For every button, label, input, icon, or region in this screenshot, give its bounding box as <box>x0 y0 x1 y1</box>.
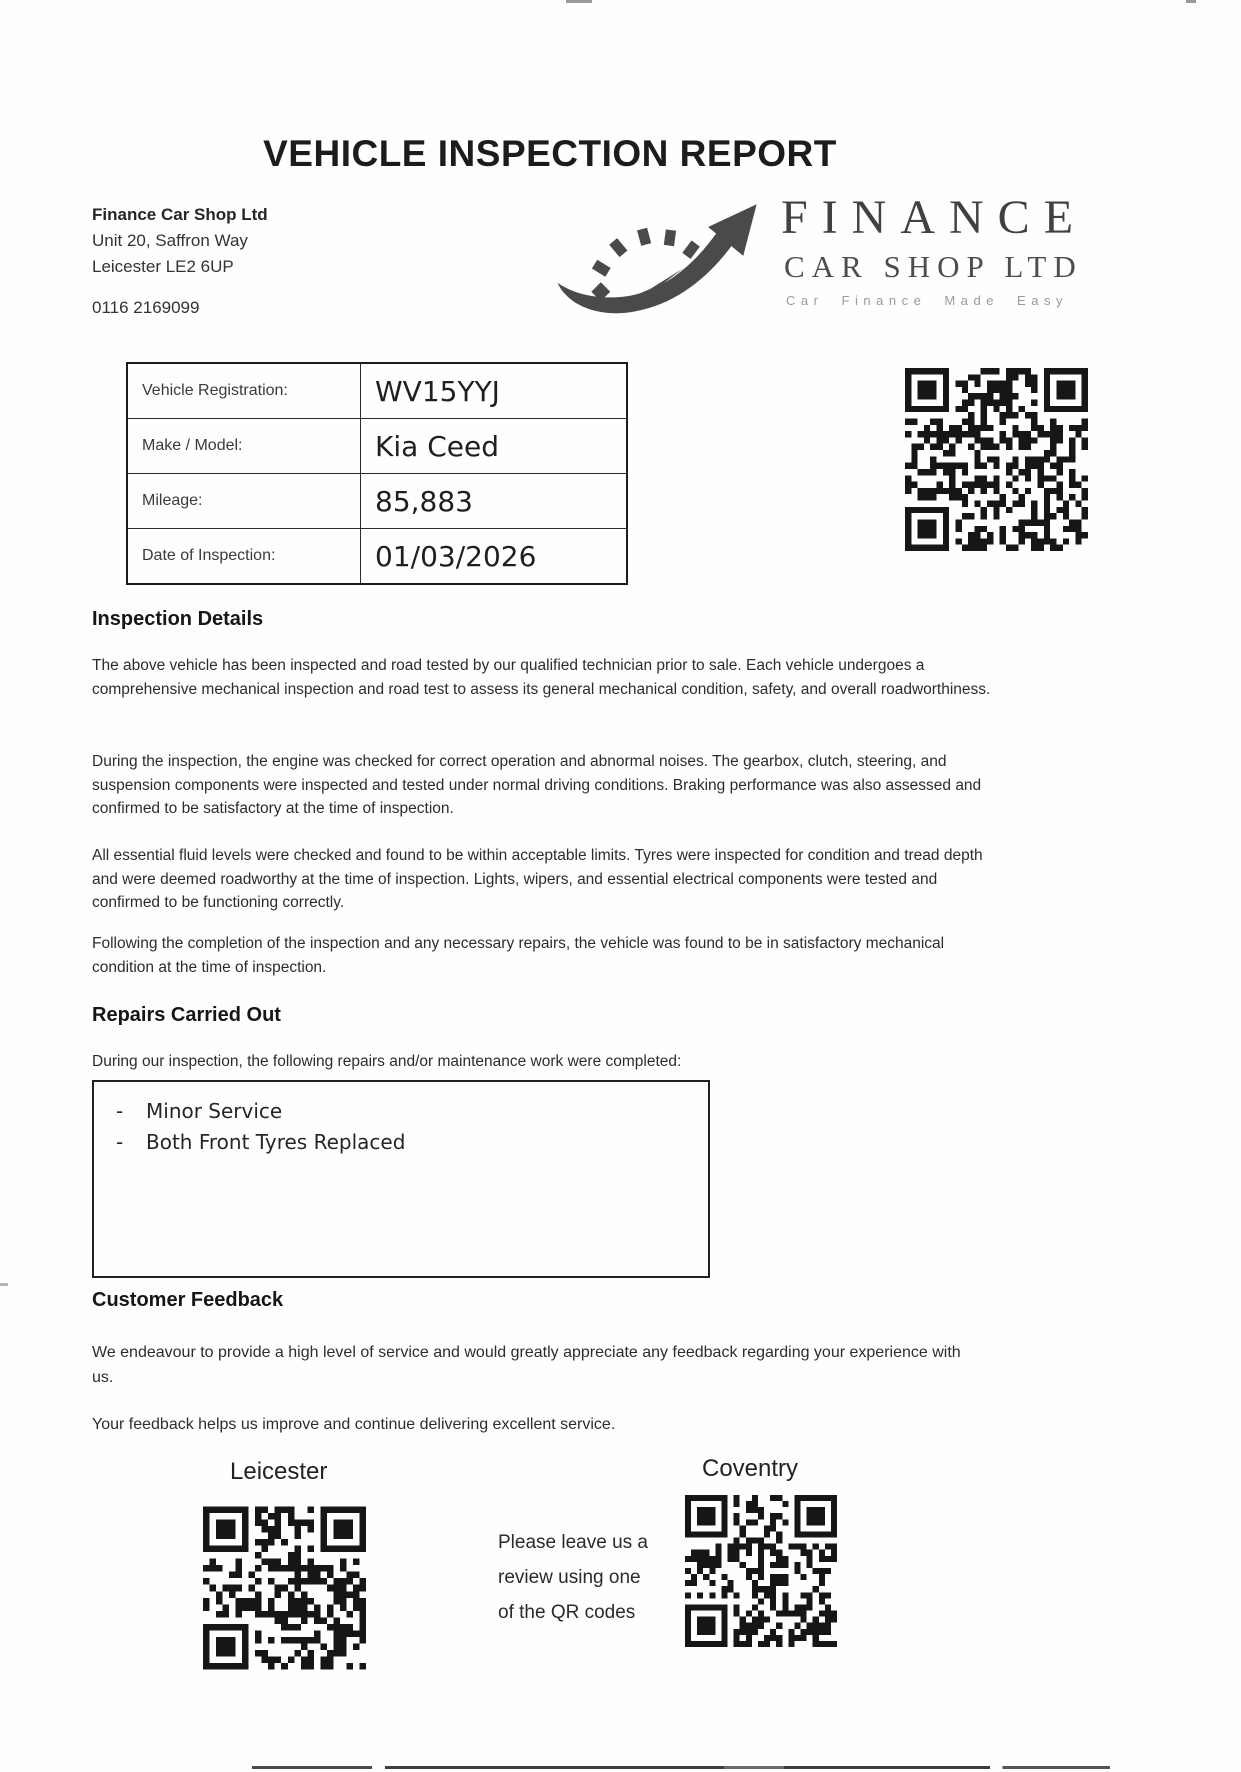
inspection-details-heading: Inspection Details <box>92 608 264 630</box>
scan-artifact-top <box>1186 0 1196 3</box>
scan-artifact-left <box>0 1283 8 1286</box>
repairs-list-box <box>92 1080 710 1278</box>
company-phone: 0116 2169099 <box>92 298 200 317</box>
company-address-line2: Leicester LE2 6UP <box>92 257 234 276</box>
table-row <box>127 529 627 585</box>
company-address-line1: Unit 20, Saffron Way <box>92 231 248 250</box>
mileage-label: Mileage: <box>127 474 361 529</box>
feedback-paragraph: Your feedback helps us improve and continue delivering excellent service. <box>92 1416 616 1433</box>
company-address-block <box>92 202 422 280</box>
repair-item-text: Both Front Tyres Replaced <box>146 1130 406 1154</box>
inspection-paragraph: The above vehicle has been inspected and road tested by our qualified technician prior to sale. Each vehicle undergoes a comprehensive mechanical inspection and road test to assess its general mechanical condition, safety, and overall roadworthiness. <box>92 657 991 698</box>
inspection-date-value: 01/03/2026 <box>361 529 628 585</box>
inspection-paragraph: Following the completion of the inspection and any necessary repairs, the vehicle was found to be in satisfactory mechanical condition at the time of inspection. <box>92 935 945 976</box>
logo-wordmark: FINANCE <box>781 191 1088 244</box>
repairs-intro: During our inspection, the following repairs and/or maintenance work were completed: <box>92 1053 682 1070</box>
make-model-label: Make / Model: <box>127 419 361 474</box>
review-note-line: Please leave us a <box>498 1532 648 1553</box>
table-row <box>127 419 627 474</box>
repairs-heading: Repairs Carried Out <box>92 1004 281 1026</box>
coventry-review-qr-code <box>685 1490 837 1652</box>
vehicle-details-table <box>126 362 628 585</box>
leicester-review-qr-code <box>203 1502 366 1674</box>
page-title: VEHICLE INSPECTION REPORT <box>263 133 837 174</box>
inspection-date-label: Date of Inspection: <box>127 529 361 585</box>
feedback-paragraph: We endeavour to provide a high level of service and would greatly appreciate any feedback regarding your experience with us. <box>92 1344 961 1386</box>
inspection-paragraph: During the inspection, the engine was checked for correct operation and abnormal noises. The gearbox, clutch, steering, and suspension components were inspected and tested under normal driving conditions. Braking performance was also assessed and confirmed to be satisfactory at the time of inspection. <box>92 753 982 817</box>
list-marker: - <box>116 1099 124 1123</box>
repair-list-item <box>116 1096 708 1127</box>
scan-artifact-bottom <box>252 1766 1110 1769</box>
mileage-value: 85,883 <box>361 474 628 529</box>
scan-artifact-top <box>566 0 592 3</box>
repair-item-text: Minor Service <box>146 1099 283 1123</box>
logo-tagline: Car Finance Made Easy <box>786 293 1068 308</box>
review-note-line: of the QR codes <box>498 1602 636 1623</box>
vehicle-registration-value: WV15YYJ <box>361 363 628 419</box>
company-name: Finance Car Shop Ltd <box>92 205 268 224</box>
coventry-location-label: Coventry <box>702 1455 799 1482</box>
list-marker: - <box>116 1130 124 1154</box>
repair-list-item <box>116 1127 708 1158</box>
customer-feedback-heading: Customer Feedback <box>92 1289 284 1311</box>
vehicle-registration-label: Vehicle Registration: <box>127 363 361 419</box>
inspection-paragraph: All essential fluid levels were checked and found to be within acceptable limits. Tyres were inspected for condition and tread depth and were deemed roadworthy at the time of inspection. Lights, wipers, and essential electrical components were tested and confirmed to be functioning correctly. <box>92 847 983 911</box>
make-model-value: Kia Ceed <box>361 419 628 474</box>
table-row <box>127 474 627 529</box>
logo-wordmark-sub: CAR SHOP LTD <box>784 249 1083 284</box>
review-note-line: review using one <box>498 1567 641 1588</box>
speedometer-arrow-logo-icon <box>552 196 792 324</box>
table-row <box>127 363 627 419</box>
vehicle-qr-code <box>905 367 1088 552</box>
leicester-location-label: Leicester <box>230 1458 328 1485</box>
